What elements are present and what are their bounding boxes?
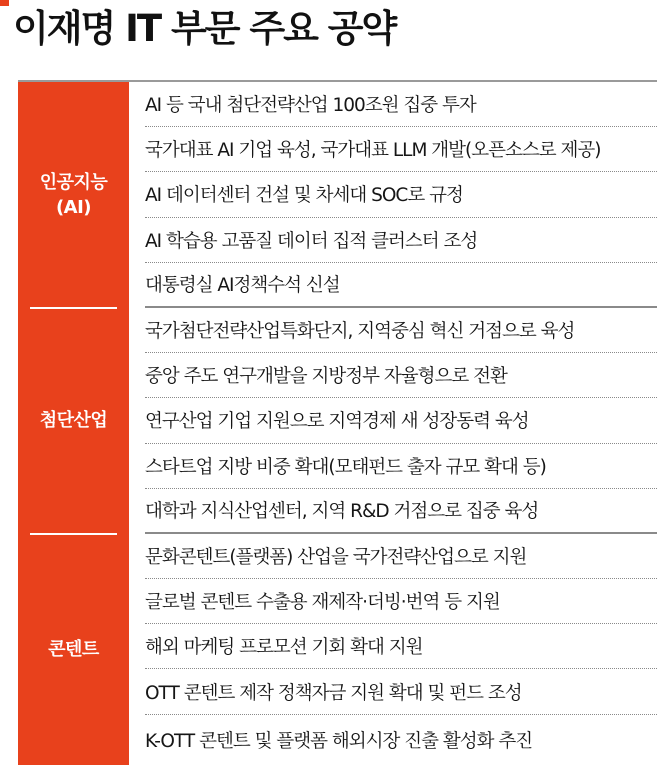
list-item: 글로벌 콘텐트 수출용 재제작·더빙·번역 등 지원 — [145, 579, 657, 624]
list-item: 국가첨단전략산업특화단지, 지역중심 혁신 거점으로 육성 — [145, 308, 657, 353]
section-label-content: 콘텐트 — [18, 534, 129, 765]
section-content — [18, 534, 657, 765]
list-item: AI 학습용 고품질 데이터 집적 클러스터 조성 — [145, 218, 657, 263]
page-title: 이재명 IT 부문 주요 공약 — [13, 7, 396, 50]
list-item: AI 데이터센터 건설 및 차세대 SOC로 규정 — [145, 172, 657, 217]
section-label-advanced-industry: 첨단산업 — [18, 308, 129, 534]
list-item: AI 등 국내 첨단전략산업 100조원 집중 투자 — [145, 82, 657, 127]
list-item: 연구산업 기업 지원으로 지역경제 새 성장동력 육성 — [145, 398, 657, 443]
section-items-ai — [129, 82, 657, 308]
list-item: 스타트업 지방 비중 확대(모태펀드 출자 규모 확대 등) — [145, 444, 657, 489]
list-item: 중앙 주도 연구개발을 지방정부 자율형으로 전환 — [145, 353, 657, 398]
label-divider — [30, 307, 117, 309]
section-ai — [18, 82, 657, 308]
pledge-table — [18, 82, 657, 765]
label-divider — [30, 533, 117, 535]
list-item: 문화콘텐트(플랫폼) 산업을 국가전략산업으로 지원 — [145, 534, 657, 579]
list-item: 해외 마케팅 프로모션 기회 확대 지원 — [145, 624, 657, 669]
list-item: K-OTT 콘텐트 및 플랫폼 해외시장 진출 활성화 추진 — [145, 730, 533, 752]
list-item: 국가대표 AI 기업 육성, 국가대표 LLM 개발(오픈소스로 제공) — [145, 127, 657, 172]
list-item: OTT 콘텐트 제작 정책자금 지원 확대 및 펀드 조성 — [145, 669, 657, 714]
section-advanced-industry — [18, 308, 657, 534]
section-items-content — [129, 534, 657, 765]
accent-mark — [0, 0, 9, 6]
section-items-advanced-industry — [129, 308, 657, 534]
list-item: 대통령실 AI정책수석 신설 — [145, 263, 657, 308]
list-item: 대학과 지식산업센터, 지역 R&D 거점으로 집중 육성 — [145, 489, 657, 534]
section-label-ai: 인공지능 (AI) — [18, 82, 129, 308]
